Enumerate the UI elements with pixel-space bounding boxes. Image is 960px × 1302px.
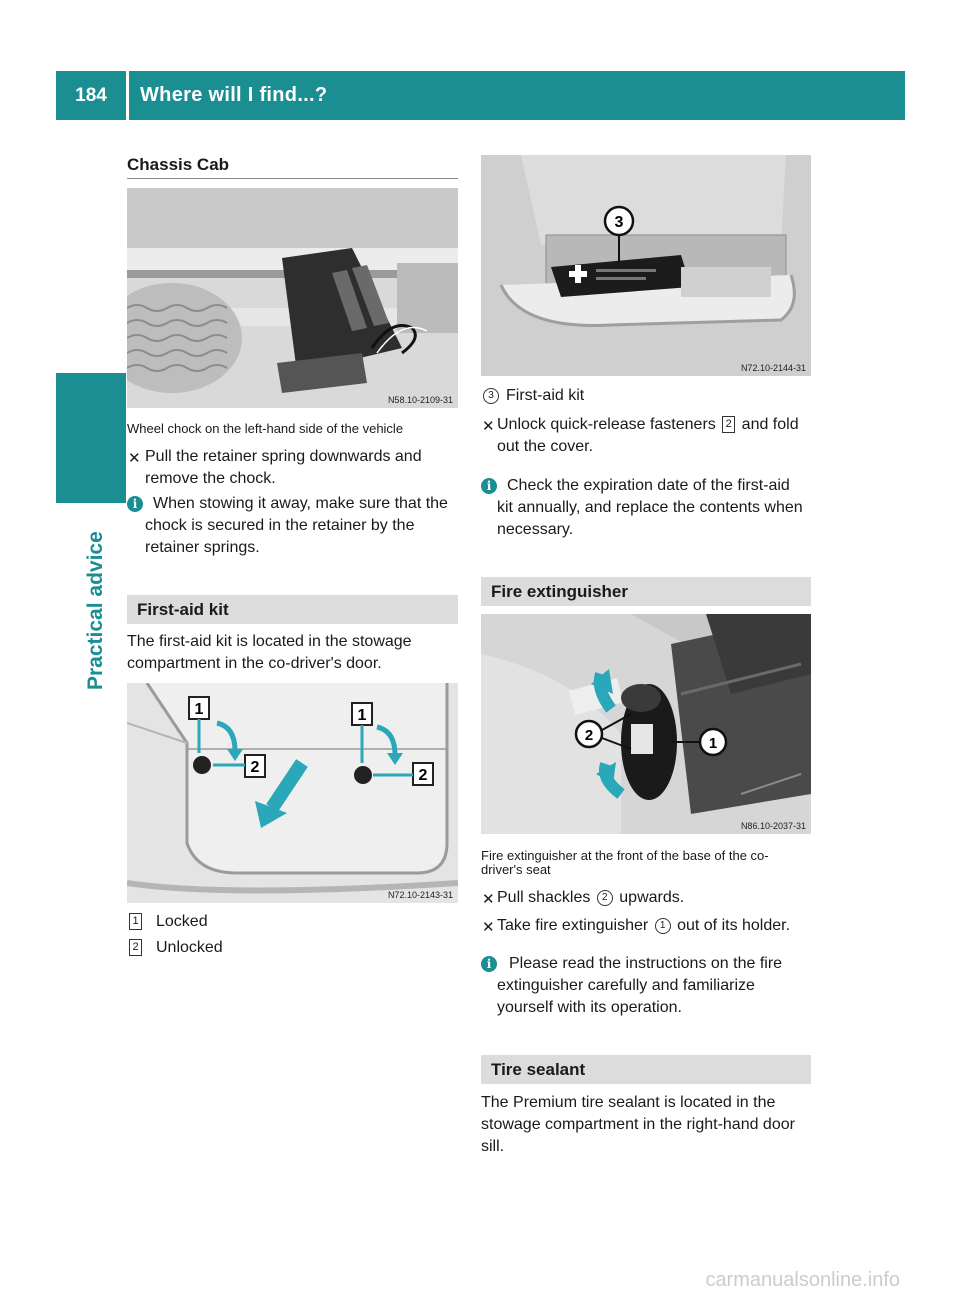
photo-caption: driver's seat bbox=[481, 862, 551, 877]
legend-number: 1 bbox=[129, 913, 142, 930]
legend-text: First-aid kit bbox=[506, 387, 585, 404]
step-text-part: Pull shackles bbox=[497, 889, 595, 906]
info-text: necessary. bbox=[497, 521, 574, 538]
svg-text:3: 3 bbox=[614, 214, 624, 231]
header-divider bbox=[126, 71, 129, 120]
fire-extinguisher-photo bbox=[481, 614, 811, 834]
first-aid-kit-photo bbox=[481, 155, 811, 376]
step-text bbox=[497, 915, 790, 937]
step-text: remove the chock. bbox=[145, 470, 276, 487]
step-text: out the cover. bbox=[497, 438, 594, 455]
step-text-part: Take fire extinguisher bbox=[497, 917, 653, 934]
first-aid-heading: First-aid kit bbox=[127, 595, 458, 624]
legend-item bbox=[127, 937, 144, 959]
svg-text:2: 2 bbox=[250, 759, 260, 776]
info-text: Please read the instructions on the fire bbox=[509, 955, 783, 972]
chassis-cab-heading: Chassis Cab bbox=[127, 155, 230, 174]
inline-number: 2 bbox=[722, 416, 735, 433]
step-text-part: and fold bbox=[737, 416, 799, 433]
heading-rule bbox=[127, 178, 458, 179]
step-text: Pull the retainer spring downwards and bbox=[145, 448, 422, 465]
step-arrow-icon: ✕ bbox=[128, 450, 141, 467]
info-text: yourself with its operation. bbox=[497, 999, 682, 1016]
photo-code: N72.10-2143-31 bbox=[387, 890, 453, 900]
svg-text:2: 2 bbox=[584, 727, 594, 744]
legend-number: 2 bbox=[129, 939, 142, 956]
tire-sealant-heading: Tire sealant bbox=[481, 1055, 811, 1084]
step-arrow-icon: ✕ bbox=[482, 891, 495, 908]
body-text: sill. bbox=[481, 1138, 505, 1155]
photo-caption: Wheel chock on the left-hand side of the vehicle bbox=[127, 421, 404, 436]
step-text-part: upwards. bbox=[614, 889, 685, 906]
svg-text:1: 1 bbox=[194, 701, 204, 718]
step-text bbox=[497, 414, 799, 436]
step-arrow-icon: ✕ bbox=[482, 919, 495, 936]
legend-text: Unlocked bbox=[156, 939, 223, 956]
info-text: chock is secured in the retainer by the bbox=[145, 517, 415, 534]
photo-code: N72.10-2144-31 bbox=[740, 363, 806, 373]
info-text: When stowing it away, make sure that the bbox=[153, 495, 448, 512]
info-text: Check the expiration date of the first-aid bbox=[507, 477, 790, 494]
info-text: extinguisher carefully and familiarize bbox=[497, 977, 755, 994]
info-icon: i bbox=[481, 956, 497, 972]
body-text: compartment in the co-driver's door. bbox=[127, 655, 382, 672]
side-tab bbox=[56, 373, 126, 503]
door-compartment-photo bbox=[127, 683, 458, 903]
step-text-part: Unlock quick-release fasteners bbox=[497, 416, 721, 433]
info-icon: i bbox=[481, 478, 497, 494]
legend-number: 3 bbox=[483, 388, 499, 404]
wheel-chock-photo bbox=[127, 188, 458, 408]
svg-text:2: 2 bbox=[418, 767, 428, 784]
fire-extinguisher-heading: Fire extinguisher bbox=[481, 577, 811, 606]
legend-item bbox=[481, 385, 501, 407]
legend-item bbox=[127, 911, 144, 933]
page-title: Where will I find...? bbox=[140, 84, 328, 106]
body-text: The first-aid kit is located in the stowage bbox=[127, 633, 412, 650]
body-text: The Premium tire sealant is located in the bbox=[481, 1094, 776, 1111]
watermark: carmanualsonline.info bbox=[705, 1269, 900, 1291]
photo-code: N58.10-2109-31 bbox=[387, 395, 453, 405]
svg-text:1: 1 bbox=[708, 735, 718, 752]
svg-text:1: 1 bbox=[357, 707, 367, 724]
page-number: 184 bbox=[75, 84, 107, 106]
legend-text: Locked bbox=[156, 913, 208, 930]
step-text-part: out of its holder. bbox=[672, 917, 791, 934]
body-text: stowage compartment in the right-hand door bbox=[481, 1116, 795, 1133]
inline-number: 1 bbox=[655, 918, 671, 934]
step-arrow-icon: ✕ bbox=[482, 418, 495, 435]
inline-number: 2 bbox=[597, 890, 613, 906]
photo-caption: Fire extinguisher at the front of the base of the co- bbox=[481, 848, 769, 863]
info-text: retainer springs. bbox=[145, 539, 260, 556]
side-tab-label: Practical advice bbox=[84, 531, 107, 690]
info-icon: i bbox=[127, 496, 143, 512]
info-text: kit annually, and replace the contents when bbox=[497, 499, 803, 516]
photo-code: N86.10-2037-31 bbox=[740, 821, 806, 831]
step-text bbox=[497, 887, 684, 909]
